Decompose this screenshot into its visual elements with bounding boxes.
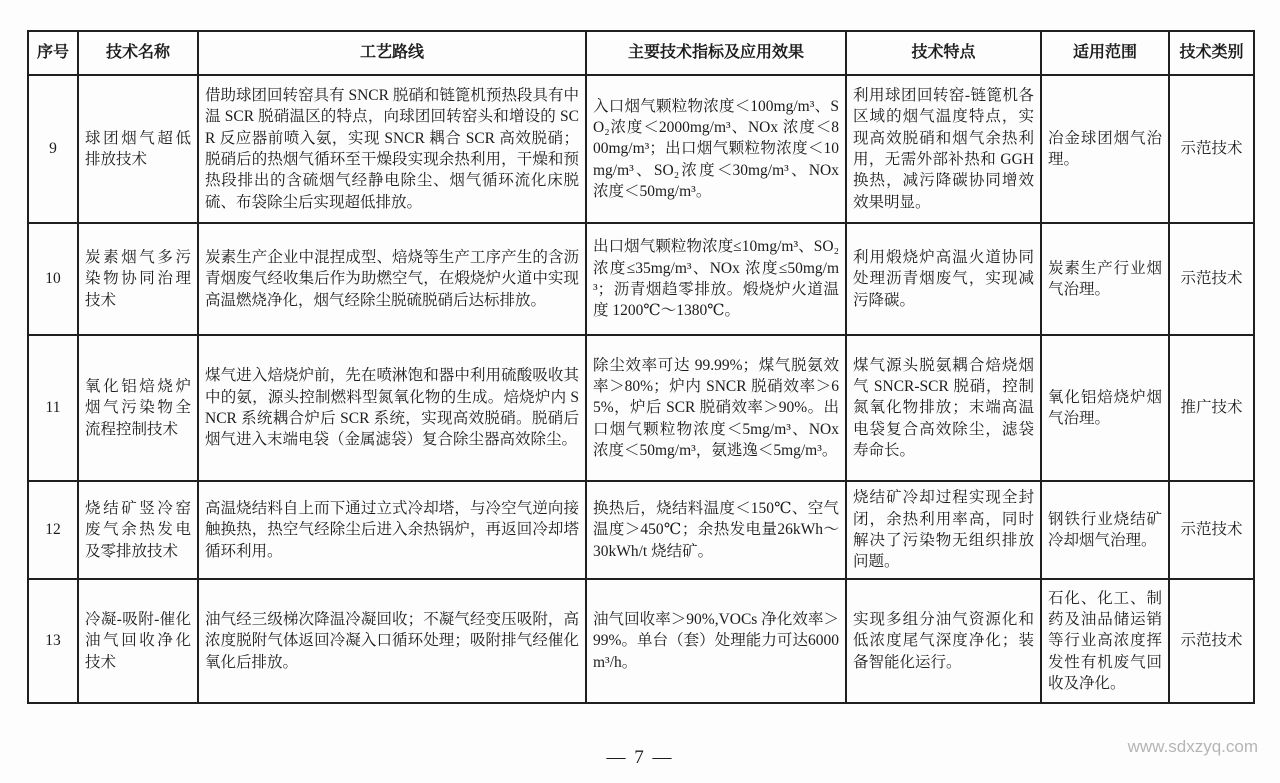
cell-technology-name: 炭素烟气多污染物协同治理技术 bbox=[78, 223, 198, 335]
cell-category: 推广技术 bbox=[1169, 335, 1254, 481]
cell-serial-number: 11 bbox=[28, 335, 78, 481]
cell-scope: 冶金球团烟气治理。 bbox=[1041, 75, 1169, 223]
cell-category: 示范技术 bbox=[1169, 481, 1254, 579]
cell-features: 利用煅烧炉高温火道协同处理沥青烟废气，实现减污降碳。 bbox=[846, 223, 1041, 335]
header-serial-number: 序号 bbox=[28, 31, 78, 75]
header-category: 技术类别 bbox=[1169, 31, 1254, 75]
cell-process-route: 高温烧结料自上而下通过立式冷却塔，与冷空气逆向接触换热，热空气经除尘后进入余热锅炉，再返回冷却塔循环利用。 bbox=[198, 481, 586, 579]
cell-features: 煤气源头脱氨耦合焙烧烟气 SNCR-SCR 脱硝，控制氮氧化物排放；末端高温电袋复合高效除尘，滤袋寿命长。 bbox=[846, 335, 1041, 481]
cell-process-route: 油气经三级梯次降温冷凝回收；不凝气经变压吸附，高浓度脱附气体返回冷凝入口循环处理；吸附排气经催化氧化后排放。 bbox=[198, 579, 586, 703]
page-number: — 7 — bbox=[606, 747, 674, 768]
cell-indicators: 入口烟气颗粒物浓度＜100mg/m³、SO₂浓度＜2000mg/m³、NOx 浓度＜800mg/m³；出口烟气颗粒物浓度＜10mg/m³、SO₂浓度＜30mg/m³、NOx 浓度＜50mg/m³。 bbox=[586, 75, 846, 223]
cell-technology-name: 球团烟气超低排放技术 bbox=[78, 75, 198, 223]
cell-technology-name: 冷凝-吸附-催化油气回收净化技术 bbox=[78, 579, 198, 703]
header-technology-name: 技术名称 bbox=[78, 31, 198, 75]
cell-features: 利用球团回转窑-链篦机各区域的烟气温度特点，实现高效脱硝和烟气余热利用，无需外部补热和 GGH 换热，减污降碳协同增效效果明显。 bbox=[846, 75, 1041, 223]
cell-indicators: 出口烟气颗粒物浓度≤10mg/m³、SO₂ 浓度≤35mg/m³、NOx 浓度≤50mg/m³；沥青烟趋零排放。煅烧炉火道温度 1200℃～1380℃。 bbox=[586, 223, 846, 335]
cell-indicators: 换热后，烧结料温度＜150℃、空气温度＞450℃；余热发电量26kWh～30kWh/t 烧结矿。 bbox=[586, 481, 846, 579]
technology-catalog-table bbox=[27, 30, 1255, 704]
cell-serial-number: 13 bbox=[28, 579, 78, 703]
cell-indicators: 油气回收率＞90%,VOCs 净化效率＞99%。单台（套）处理能力可达6000m³/h。 bbox=[586, 579, 846, 703]
table-row bbox=[28, 579, 1254, 703]
header-features: 技术特点 bbox=[846, 31, 1041, 75]
cell-process-route: 炭素生产企业中混捏成型、焙烧等生产工序产生的含沥青烟废气经收集后作为助燃空气，在煅烧炉火道中实现高温燃烧净化，烟气经除尘脱硫脱硝后达标排放。 bbox=[198, 223, 586, 335]
cell-features: 实现多组分油气资源化和低浓度尾气深度净化；装备智能化运行。 bbox=[846, 579, 1041, 703]
site-watermark: www.sdxzyq.com bbox=[1127, 737, 1258, 756]
header-scope: 适用范围 bbox=[1041, 31, 1169, 75]
cell-category: 示范技术 bbox=[1169, 75, 1254, 223]
cell-features: 烧结矿冷却过程实现全封闭，余热利用率高，同时解决了污染物无组织排放问题。 bbox=[846, 481, 1041, 579]
table-row bbox=[28, 75, 1254, 223]
cell-technology-name: 烧结矿竖冷窑废气余热发电及零排放技术 bbox=[78, 481, 198, 579]
table-header-row bbox=[28, 31, 1254, 75]
cell-indicators: 除尘效率可达 99.99%；煤气脱氨效率＞80%；炉内 SNCR 脱硝效率＞65%，炉后 SCR 脱硝效率＞90%。出口烟气颗粒物浓度＜5mg/m³、NOx 浓度＜50mg/m³，氨逃逸＜5mg/m³。 bbox=[586, 335, 846, 481]
header-indicators: 主要技术指标及应用效果 bbox=[586, 31, 846, 75]
cell-process-route: 借助球团回转窑具有 SNCR 脱硝和链篦机预热段具有中温 SCR 脱硝温区的特点，向球团回转窑头和增设的 SCR 反应器前喷入氨，实现 SNCR 耦合 SCR 高效脱硝；脱硝后的热烟气循环至干燥段实现余热利用，干燥和预热段排出的含硫烟气经静电除尘、烟气循环流化床脱硫、布袋除尘后实现超低排放。 bbox=[198, 75, 586, 223]
cell-process-route: 煤气进入焙烧炉前，先在喷淋饱和器中利用硫酸吸收其中的氨，源头控制燃料型氮氧化物的生成。焙烧炉内 SNCR 系统耦合炉后 SCR 系统，实现高效脱硝。脱硝后烟气进入末端电袋（金属滤袋）复合除尘器高效除尘。 bbox=[198, 335, 586, 481]
cell-serial-number: 9 bbox=[28, 75, 78, 223]
cell-serial-number: 12 bbox=[28, 481, 78, 579]
table-row bbox=[28, 335, 1254, 481]
cell-serial-number: 10 bbox=[28, 223, 78, 335]
header-process-route: 工艺路线 bbox=[198, 31, 586, 75]
table-row bbox=[28, 223, 1254, 335]
cell-technology-name: 氧化铝焙烧炉烟气污染物全流程控制技术 bbox=[78, 335, 198, 481]
cell-category: 示范技术 bbox=[1169, 579, 1254, 703]
cell-scope: 石化、化工、制药及油品储运销等行业高浓度挥发性有机废气回收及净化。 bbox=[1041, 579, 1169, 703]
cell-scope: 炭素生产行业烟气治理。 bbox=[1041, 223, 1169, 335]
table-row bbox=[28, 481, 1254, 579]
cell-scope: 钢铁行业烧结矿冷却烟气治理。 bbox=[1041, 481, 1169, 579]
cell-scope: 氧化铝焙烧炉烟气治理。 bbox=[1041, 335, 1169, 481]
cell-category: 示范技术 bbox=[1169, 223, 1254, 335]
